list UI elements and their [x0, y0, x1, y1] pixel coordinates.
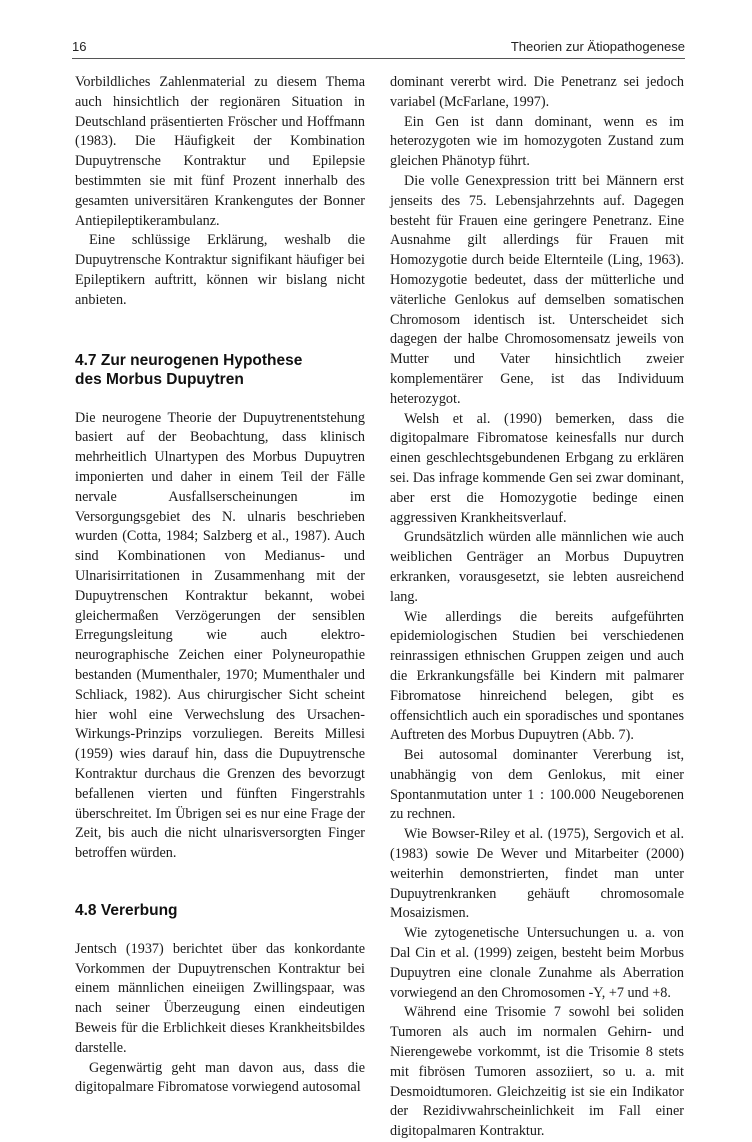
paragraph: Grundsätzlich würden alle männlichen wie auch weiblichen Genträger an Morbus Dupuytren erkranken, vorausgesetzt, sie lebten ausreichend lang. [390, 529, 684, 605]
paragraph: Die volle Genexpression tritt bei Männern erst jenseits des 75. Lebensjahrzehnts auf. Dagegen besteht für Frauen eine geringere Penetranz. Eine Ausnahme gilt allerdings für Frauen mit Homozygotie durch beide Elternteile (Ling, 1963). Homozygotie bedeutet, dass der mütterliche und väterliche Genlokus auf demselben somatischen Chromosom identisch ist. Unterscheidet sich dagegen der halbe Chromosomensatz jeweils von Mutter und Vater hinsichtlich zweier komplementärer Gene, ist das Individuum heterozygot. [390, 172, 684, 407]
paragraph: dominant vererbt wird. Die Penetranz sei jedoch variabel (McFarlane, 1997). [390, 74, 684, 110]
paragraph: Wie zytogenetische Untersuchungen u. a. von Dal Cin et al. (1999) zeigen, besteht beim Morbus Dupuytren eine clonale Zunahme als Aberration vorwiegend an den Chromosomen -Y, +7 und +8. [390, 925, 684, 1001]
page-number: 16 [72, 39, 87, 54]
right-column [390, 73, 684, 1142]
running-title: Theorien zur Ätiopathogenese [510, 39, 685, 54]
paragraph: Vorbildliches Zahlenmaterial zu diesem Thema auch hinsichtlich der regionären Situation in Deutschland präsentierten Fröscher und Hoffmann (1983). Die Häufigkeit der Kombination Dupuytrensche Kontraktur und Epilepsie bestimmten sie mit fünf Prozent innerhalb des gesamten universitären Krankengutes der Bonner Antiepileptikerambulanz. [75, 74, 365, 229]
running-header [72, 38, 685, 59]
paragraph: Welsh et al. (1990) bemerken, dass die digitopalmare Fibromatose keinesfalls nur durch einen geschlechtsgebundenen Erbgang zu erklären sei. Das infrage kommende Gen sei zwar dominant, aber erst die Homozygotie bedinge einen aggressiven Krankheitsverlauf. [390, 410, 684, 526]
paragraph: Gegenwärtig geht man davon aus, dass die digitopalmare Fibromatose vorwiegend autosomal [75, 1059, 365, 1096]
paragraph: Eine schlüssige Erklärung, weshalb die Dupuytrensche Kontraktur signifikant häufiger bei Epileptikern auftritt, können wir bislang nicht anbieten. [75, 232, 365, 308]
heading-line: 4.7 Zur neurogenen Hypothese [75, 351, 303, 369]
heading-line: des Morbus Dupuytren [75, 370, 244, 388]
paragraph: Wie allerdings die bereits aufgeführten epidemiologischen Studien bei verschiedenen reinrassigen ethnischen Gruppen zeigen und auch die Erkrankungsfälle bei Kindern mit palmarer Fibromatose hinreichend belegen, gibt es offensichtlich auch ein sporadisches und spontanes Auftreten des Morbus Dupuytren (Abb. 7). [390, 608, 684, 744]
paragraph: Bei autosomal dominanter Vererbung ist, unabhängig von dem Genlokus, mit einer Spontanmutation unter 1 : 100.000 Neugeborenen zu rechnen. [390, 747, 684, 823]
section-heading-4-7 [75, 351, 365, 389]
paragraph: Wie Bowser-Riley et al. (1975), Sergovich et al. (1983) sowie De Wever und Mitarbeiter (2000) weiterhin demonstrierten, findet man unter Dupuytrenkranken gehäuft chromosomale Mosaizismen. [390, 826, 684, 922]
paragraph: Während eine Trisomie 7 sowohl bei soliden Tumoren als auch im normalen Gehirn- und Nierengewebe vorkommt, ist die Trisomie 8 stets mit fibrösen Tumoren assoziiert, so u. a. mit Desmoidtumoren. Gleichzeitig ist sie ein Indikator der Rezidivwahrscheinlichkeit im Fall einer digitopalmaren Kontraktur. [390, 1004, 684, 1140]
section-heading-4-8: 4.8 Vererbung [75, 901, 178, 919]
left-column [75, 73, 365, 1098]
paragraph: Jentsch (1937) berichtet über das konkordante Vorkommen der Dupuytrenschen Kontraktur bei einem männlichen eineiigen Zwillingspaar, was nach seiner Überzeugung einen eindeutigen Beweis für die Erblichkeit dieses Krankheitsbildes darstelle. [75, 940, 365, 1056]
paragraph: Die neurogene Theorie der Dupuytrenentstehung basiert auf der Beobachtung, dass klinisch mehrheitlich Ulnartypen des Morbus Dupuytren imponierten und daher in einem Teil der Fälle nervale Ausfallserscheinungen im Versorgungsgebiet des N. ulnaris beschrieben wurden (Cotta, 1984; Salzberg et al., 1987). Auch sind Kombinationen von Medianus- und Ulnarisirritationen in Zusammenhang mit der Dupuytrenschen Kontraktur bekannt, wobei gleichermaßen Verzögerungen der sensiblen Erregungsleitung wie auch elektro-neurographische Zeichen einer Polyneuropathie bestanden (Mumenthaler, 1970; Mumenthaler und Schliack, 1982). Aus chirurgischer Sicht scheint hier wohl eine Verwechslung des Ursachen-Wirkungs-Prinzips vorzuliegen. Bereits Millesi (1959) wies darauf hin, dass die Dupuytrensche Kontraktur durchaus die Grenzen des bevorzugt befallenen vierten und fünften Fingerstrahls überschreitet. Im Übrigen sei es nur eine Frage der Zeit, bis auch die nicht ulnarisversorgten Finger betroffen würden. [75, 409, 365, 862]
paragraph: Ein Gen ist dann dominant, wenn es im heterozygoten wie im homozygoten Zustand zum gleichen Phänotyp führt. [390, 113, 684, 170]
